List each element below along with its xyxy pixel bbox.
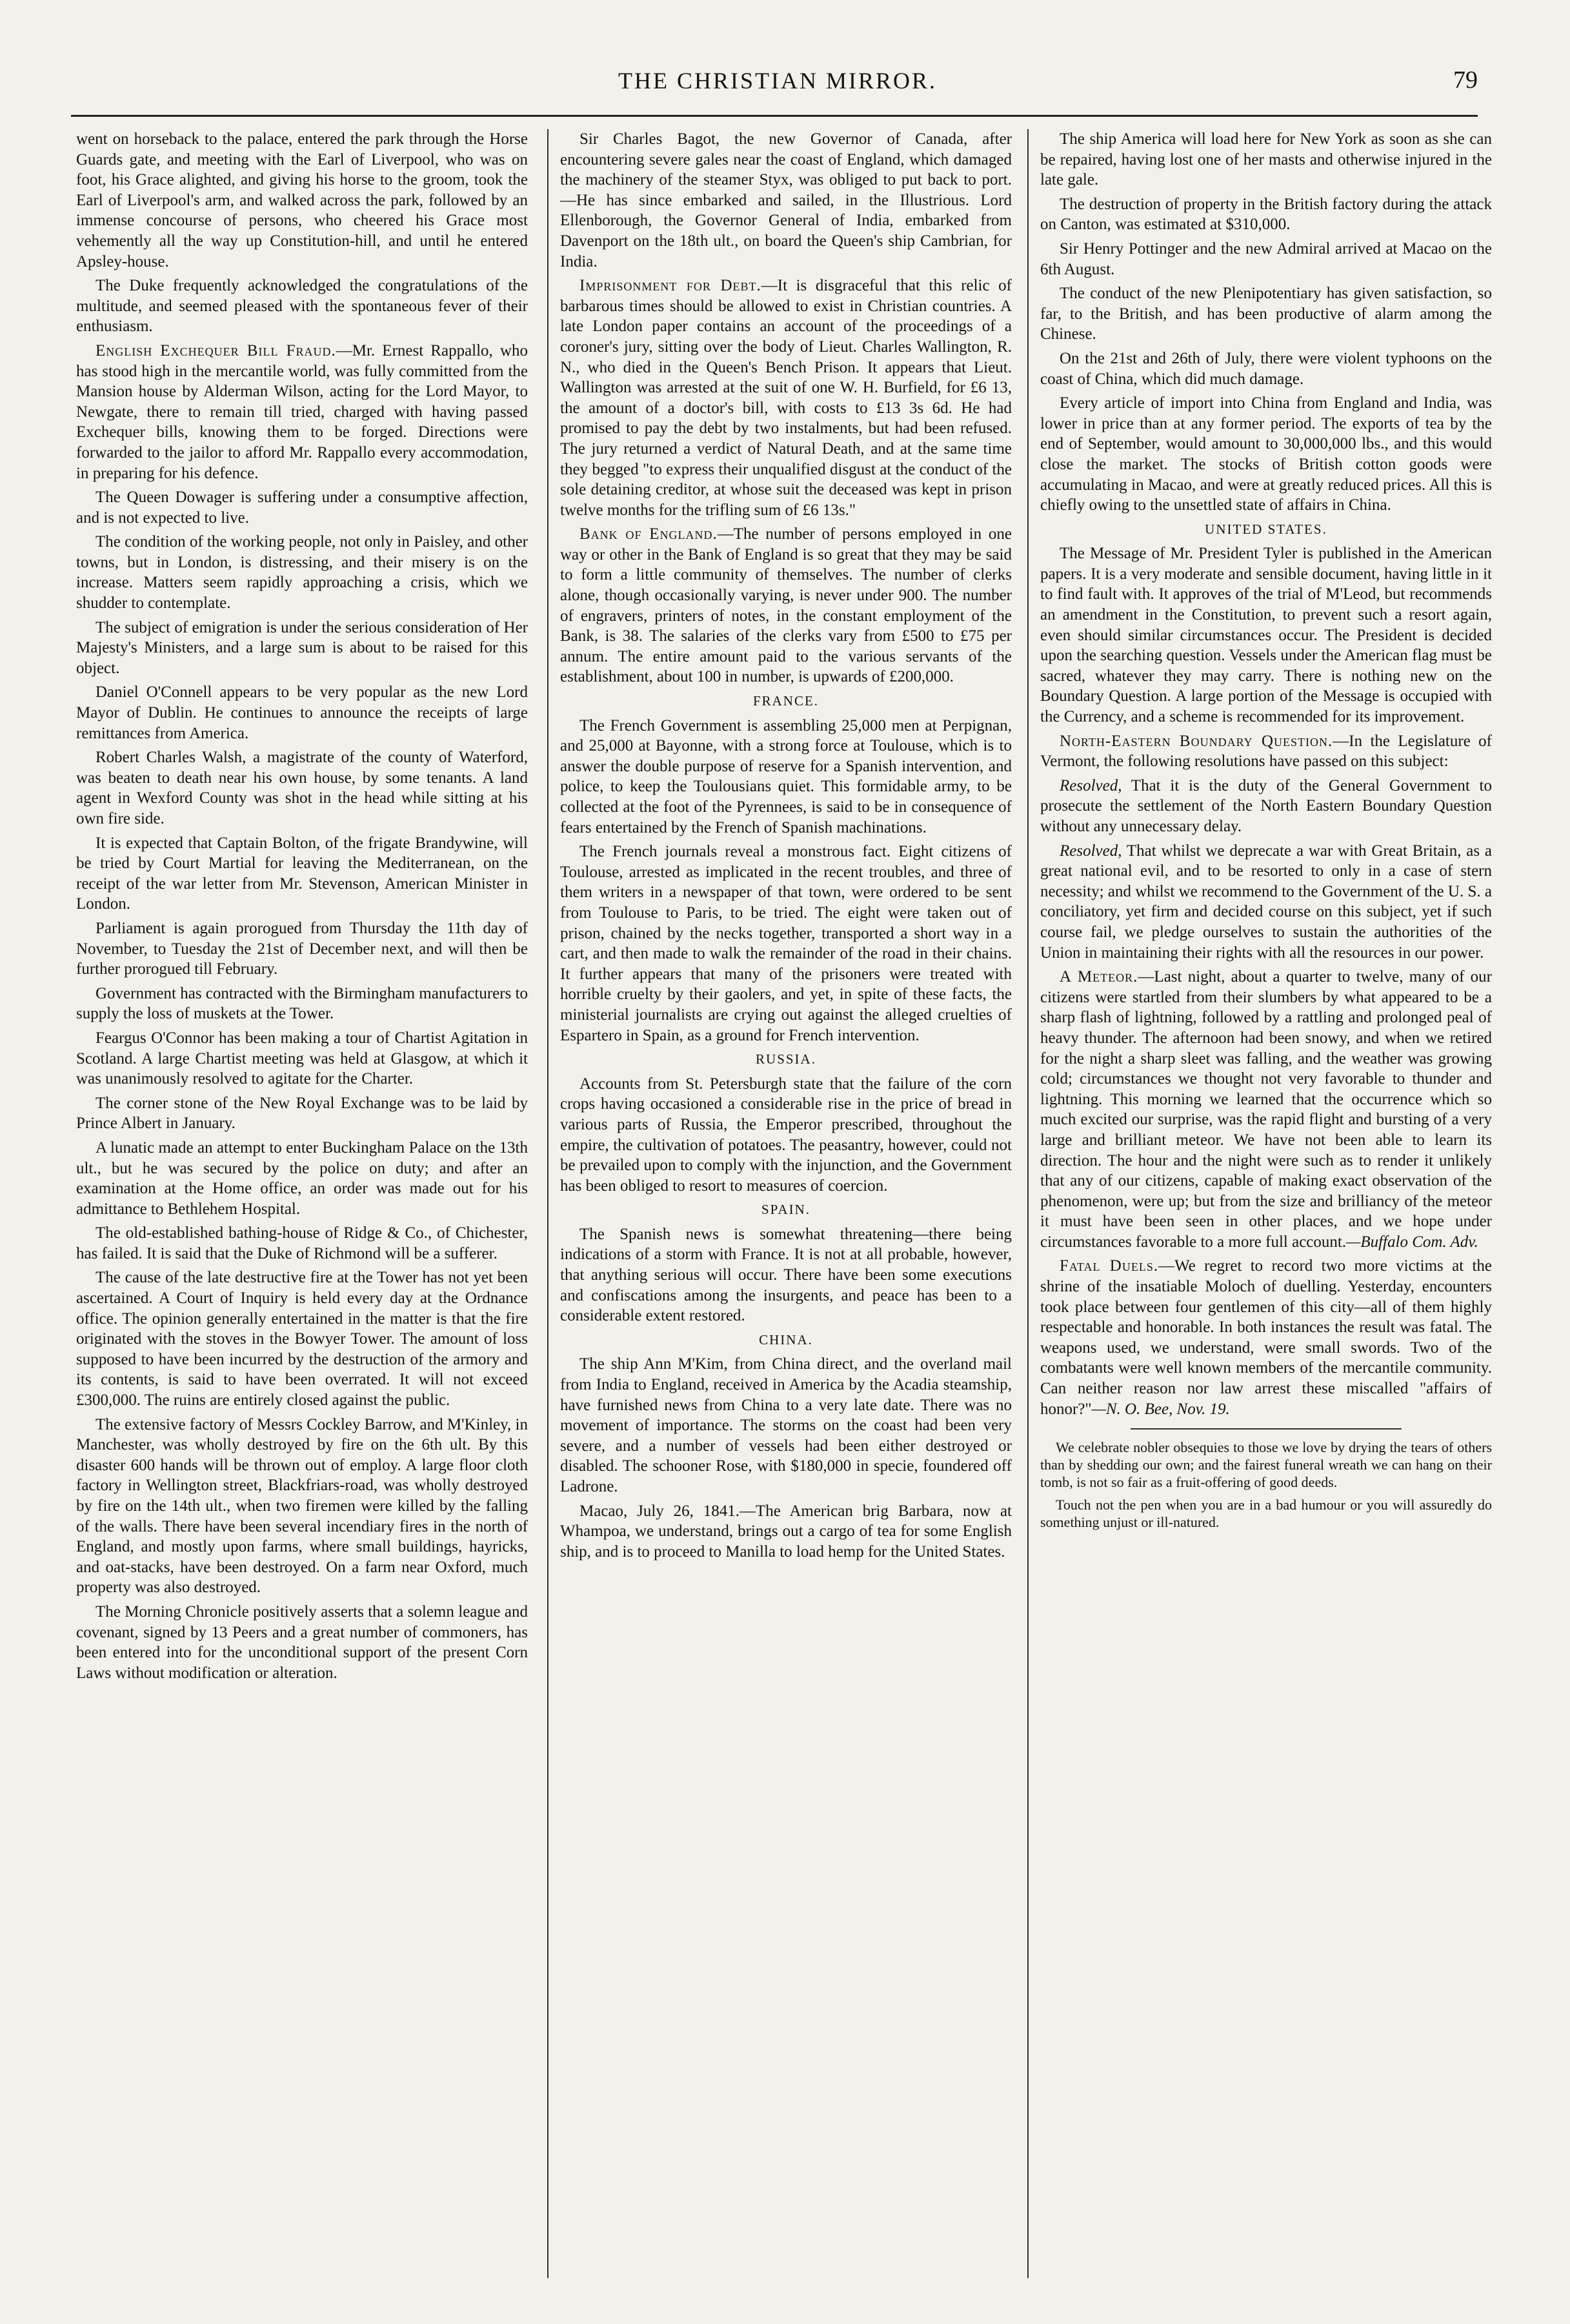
column-3 xyxy=(1040,129,1492,2285)
article-paragraph: The extensive factory of Messrs Cockley Barrow, and M'Kinley, in Manchester, was wholly destroyed by fire on the 6th ult. By this disaster 600 hands will be thrown out of employ. A large floor cloth factory in Wellington street, Blackfriars-road, was wholly destroyed by fire on the 14th ult., when two firemen were killed by the falling of the walls. There have been several incendiary fires in the north of England, and mostly upon farms, where small buildings, hayricks, and oat-stacks, have been destroyed. On a farm near Oxford, much property was also destroyed. xyxy=(76,1415,528,1597)
column-rule-2 xyxy=(1027,129,1029,2278)
article-text: —The number of persons employed in one way or other in the Bank of England is so great that they may be said to form a little community of themselves. The number of clerks alone, though occasionally varying, is never under 900. The number of engravers, printers of notes, in the constant employment of the Bank, is 38. The salaries of the clerks vary from £500 to £75 per annum. The entire amount paid to the various servants of the establishment, about 100 in number, is upwards of £200,000. xyxy=(560,525,1012,686)
article-paragraph: Every article of import into China from England and India, was lower in price than at any former period. The exports of tea by the end of September, would amount to 30,000,000 lbs., and this would close the market. The stocks of British cotton goods were accumulating in Macao, and were at greatly reduced prices. All this is chiefly owing to the unsettled state of affairs in China. xyxy=(1040,394,1492,514)
article-text: Mr. Ernest Rappallo, who has stood high in the mercantile world, was fully committed from the Mansion house by Alderman Wilson, acting for the Lord Mayor, to Newgate, there to remain till tried, charged with having passed Exchequer bills, knowing them to be forged. Directions were forwarded to the jailor to afford Mr. Rappallo every accommodation, in preparing for his defence. xyxy=(76,341,528,482)
section-heading-russia: RUSSIA. xyxy=(756,1051,816,1067)
article-paragraph: The old-established bathing-house of Ridge & Co., of Chichester, has failed. It is said that the Duke of Richmond will be a sufferer. xyxy=(76,1224,528,1262)
article-paragraph: The ship America will load here for New York as soon as she can be repaired, having lost one of her masts and otherwise injured in the late gale. xyxy=(1040,130,1492,189)
section-lead: Bank of England. xyxy=(579,525,718,543)
article-paragraph: Accounts from St. Petersburgh state that the failure of the corn crops having occasioned a considerable rise in the price of bread in various parts of Russia, the Emperor prescribed, throughout the empire, the cultivation of potatoes. The peasantry, however, could not be prevailed upon to comply with the injunction, and the Government has been obliged to resort to measures of coercion. xyxy=(560,1075,1012,1195)
section-lead: Fatal Duels. xyxy=(1060,1257,1159,1275)
article-paragraph: Parliament is again prorogued from Thursday the 11th day of November, to Tuesday the 21st of December next, and will then be further prorogued till February. xyxy=(76,919,528,978)
article-meteor xyxy=(1040,967,1492,1252)
article-paragraph: The corner stone of the New Royal Exchange was to be laid by Prince Albert in January. xyxy=(76,1094,528,1133)
section-lead: English Exchequer Bill Fraud. xyxy=(96,341,336,359)
section-heading-france: FRANCE. xyxy=(752,693,820,709)
resolved-label: Resolved, xyxy=(1060,842,1122,860)
section-lead: A Meteor. xyxy=(1060,968,1138,986)
article-paragraph: A lunatic made an attempt to enter Buckingham Palace on the 13th ult., but he was secured by the police on duty; and after an examination at the Home office, an order was made out for his admittance to Bethlehem Hospital. xyxy=(76,1138,528,1218)
article-paragraph: The Duke frequently acknowledged the congratulations of the multitude, and seemed pleased with the spontaneous fever of their enthusiasm. xyxy=(76,277,528,336)
article-paragraph: Government has contracted with the Birmingham manufacturers to supply the loss of muskets at the Tower. xyxy=(76,984,528,1023)
resolution-text: That whilst we deprecate a war with Great Britain, as a great national evil, and to be resorted to only in a case of stern necessity; and whilst we recommend to the Government of the U. S. a conciliatory, yet firm and decided course on this subject, yet if such course fail, we pledge ourselves to sustain the authorities of the Union in maintaining their rights with all the resources in our power. xyxy=(1040,842,1492,962)
article-paragraph: The subject of emigration is under the serious consideration of Her Majesty's Ministers, and a large sum is about to be raised for this object. xyxy=(76,618,528,677)
article-paragraph: Macao, July 26, 1841.—The American brig Barbara, now at Whampoa, we understand, brings out a cargo of tea for some English ship, and is to proceed to Manilla to load hemp for the United States. xyxy=(560,1502,1012,1561)
article-paragraph: The Spanish news is somewhat threatening—there being indications of a storm with France. It is not at all probable, however, that anything serious will occur. There have been some executions and confiscations among the insurgents, and peace has been to a considerable extent restored. xyxy=(560,1225,1012,1325)
maxim: Touch not the pen when you are in a bad humour or you will assuredly do something unjust or ill-natured. xyxy=(1040,1497,1492,1531)
resolution-text: That it is the duty of the General Government to prosecute the settlement of the North Eastern Boundary Question without any unnecessary delay. xyxy=(1040,776,1492,835)
resolution-2 xyxy=(1040,841,1492,964)
section-lead: Imprisonment for Debt. xyxy=(579,277,761,295)
section-lead: North-Eastern Boundary Question. xyxy=(1060,732,1333,750)
article-paragraph: went on horseback to the palace, entered the park through the Horse Guards gate, and meeting with the Earl of Liverpool, who was on foot, his Grace alighted, and giving his horse to the groom, took the Earl of Liverpool's arm, and walked across the park, followed by an immense concourse of persons, who cheered his Grace most vehemently all the way up Constitution-hill, and until he entered Apsley-house. xyxy=(76,130,528,270)
resolved-label: Resolved, xyxy=(1060,776,1122,794)
article-paragraph: On the 21st and 26th of July, there were violent typhoons on the coast of China, which did much damage. xyxy=(1040,349,1492,388)
article-paragraph: The Morning Chronicle positively asserts that a solemn league and covenant, signed by 13 Peers and a great number of commoners, has been entered into for the unconditional support of the present Corn Laws without modification or alteration. xyxy=(76,1602,528,1682)
separator-rule xyxy=(1131,1428,1402,1430)
column-2 xyxy=(560,129,1012,2285)
article-paragraph: The conduct of the new Plenipotentiary has given satisfaction, so far, to the British, and has been productive of alarm among the Chinese. xyxy=(1040,285,1492,343)
article-paragraph: Daniel O'Connell appears to be very popular as the new Lord Mayor of Dublin. He continues to announce the receipts of large remittances from America. xyxy=(76,683,528,742)
article-exchequer: English Exchequer Bill Fraud.—Mr. Ernest Rappallo, who has stood high in the mercantile world, was fully committed from the Mansion house by Alderman Wilson, acting for the Lord Mayor, to Newgate, there to remain till tried, charged with having passed Exchequer bills, knowing them to be forged. Directions were forwarded to the jailor to afford Mr. Rappallo every accommodation, in preparing for his defence. xyxy=(76,341,528,482)
article-source: —N. O. Bee, Nov. 19. xyxy=(1091,1400,1230,1418)
article-paragraph: The ship Ann M'Kim, from China direct, and the overland mail from India to England, received in America by the Acadia steamship, have furnished news from China to a very late date. There was no movement of importance. The storms on the coast had been very severe, and a number of vessels had been either destroyed or disabled. The schooner Rose, with $180,000 in specie, foundered off Ladrone. xyxy=(560,1355,1012,1495)
column-rule-1 xyxy=(547,129,548,2278)
article-paragraph: The Message of Mr. President Tyler is published in the American papers. It is a very moderate and sensible document, having little in it to find fault with. It approves of the trial of M'Leod, but recommends an amendment in the Constitution, to prevent such a resort again, even should similar circumstances occur. The President is decided upon the searching question. Vessels under the American flag must be sacred, whatever they may carry. There is nothing new on the Boundary Question. A large portion of the Message is occupied with the Currency, and a scheme is recommended for its improvement. xyxy=(1040,545,1492,726)
header-rule xyxy=(71,115,1478,117)
section-heading-united-states: UNITED STATES. xyxy=(1205,521,1327,537)
article-paragraph: The French Government is assembling 25,000 men at Perpignan, and 25,000 at Bayonne, with a strong force at Toulouse, which is to answer the double purpose of reserve for a Spanish intervention, and police, to keep the Toulousians quiet. This formidable army, to be collected at the foot of the Pyrennees, is said to be in consequence of fears entertained by the French of Spanish machinations. xyxy=(560,716,1012,836)
resolution-1 xyxy=(1040,776,1492,837)
article-text: —In the Legislature of Vermont, the following resolutions have passed on this subject: xyxy=(1040,732,1492,771)
page-header xyxy=(84,62,1478,107)
maxims xyxy=(1040,1439,1492,1531)
section-heading-spain: SPAIN. xyxy=(761,1202,810,1218)
article-duels xyxy=(1040,1256,1492,1419)
article-paragraph: The destruction of property in the British factory during the attack on Canton, was estimated at $310,000. xyxy=(1040,195,1492,234)
article-paragraph: It is expected that Captain Bolton, of the frigate Brandywine, will be tried by Court Martial for leaving the Mediterranean, on the receipt of the war letter from Mr. Stevenson, American Minister in London. xyxy=(76,834,528,913)
article-bank xyxy=(560,524,1012,687)
article-paragraph: Sir Henry Pottinger and the new Admiral arrived at Macao on the 6th August. xyxy=(1040,239,1492,278)
column-1 xyxy=(76,129,528,2285)
page-number: 79 xyxy=(1453,66,1478,94)
section-heading-china: CHINA. xyxy=(759,1331,813,1348)
article-ne-boundary xyxy=(1040,731,1492,772)
maxim: We celebrate nobler obsequies to those we love by drying the tears of others than by shedding our own; and the fairest funeral wreath we can hang on their tomb, is not so fair as a fruit-offering of good deeds. xyxy=(1040,1439,1492,1491)
article-paragraph: Sir Charles Bagot, the new Governor of Canada, after encountering severe gales near the coast of England, which damaged the machinery of the steamer Styx, was obliged to put back to port. —He has since embarked and sailed, in the Illustrious. Lord Ellenborough, the Governor General of India, embarked from Davenport on the 18th ult., on board the Queen's ship Cambrian, for India. xyxy=(560,130,1012,270)
article-debt xyxy=(560,276,1012,520)
article-paragraph: The condition of the working people, not only in Paisley, and other towns, but in London, is distressing, and their misery is on the increase. Matters seem rapidly approaching a crisis, which we shudder to contemplate. xyxy=(76,533,528,612)
article-paragraph: Robert Charles Walsh, a magistrate of the county of Waterford, was beaten to death near his own house, by some tenants. A land agent in Wexford County was shot in the head while sitting at his own fire side. xyxy=(76,749,528,827)
article-text: —We regret to record two more victims at the shrine of the insatiable Moloch of duelling. Yesterday, encounters took place between four gentlemen of this city—all of them highly respectable and honorable. In both instances the result was fatal. The weapons used, we understand, were small swords. Two of the combatants were well known members of the mercantile community. Can neither reason nor law arrest these miscalled "affairs of honor?" xyxy=(1040,1257,1492,1418)
article-paragraph: Feargus O'Connor has been making a tour of Chartist Agitation in Scotland. A large Chartist meeting was held at Glasgow, at which it was unanimously resolved to agitate for the Charter. xyxy=(76,1029,528,1088)
article-source: —Buffalo Com. Adv. xyxy=(1346,1233,1478,1251)
article-paragraph: The cause of the late destructive fire at the Tower has not yet been ascertained. A Court of Inquiry is held every day at the Ordnance office. The opinion generally entertained in the matter is that the fire originated with the stoves in the Bowyer Tower. The amount of loss supposed to have been incurred by the destruction of the armory and its contents, is said to have been overrated. It will not exceed £300,000. The ruins are entirely closed against the public. xyxy=(76,1269,528,1410)
article-paragraph: The Queen Dowager is suffering under a consumptive affection, and is not expected to live. xyxy=(76,489,528,527)
running-title: THE CHRISTIAN MIRROR. xyxy=(618,68,937,94)
article-paragraph: The French journals reveal a monstrous fact. Eight citizens of Toulouse, arrested as implicated in the recent troubles, and three of them writers in a newspaper of that town, were ordered to be sent from Toulouse to Paris, to be tried. The eight were taken out of prison, chained by the necks together, transported a short way in a cart, and then made to walk the remainder of the road in their chains. It further appears that many of the prisoners were treated with horrible cruelty by their gaolers, and yet, in spite of these facts, the ministerial journalists are crying out against the alleged cruelties of Espartero in Spain, as a ground for French intervention. xyxy=(560,843,1012,1044)
article-text: —It is disgraceful that this relic of barbarous times should be allowed to exist in Christian countries. A late London paper contains an account of the proceedings of a coroner's jury, sitting over the body of Lieut. Charles Wallington, R. N., who died in the Queen's Bench Prison. It appears that Lieut. Wallington was arrested at the suit of one W. H. Burfield, for £6 13, the amount of a doctor's bill, with costs to £13 3s 6d. He had promised to pay the debt by two instalments, but had been refused. The jury returned a verdict of Natural Death, and at the same time they begged "to express their unqualified disgust at the conduct of the sole detaining creditor, at whose suit the deceased was kept in prison twelve months for the trifling sum of £6 13s." xyxy=(560,277,1012,519)
article-text: —Last night, about a quarter to twelve, many of our citizens were startled from their slumbers by what appeared to be a sharp flash of lightning, followed by a rattling and prolonged peal of heavy thunder. The afternoon had been snowy, and when we retired for the night a sharp sleet was falling, and the weather was growing cold; circumstances we thought not very favorable to thunder and lightning. This morning we learned that the occurrence which so much excited our surprise, was the rapid flight and bursting of a very large and brilliant meteor. We have not been able to learn its direction. The hour and the night were such as to render it unlikely that any of our citizens, capable of making exact observation of the phenomenon, were up; but from the size and brilliancy of the meteor it must have been seen in other places, and we hope under circumstances favorable to a more full account. xyxy=(1040,968,1492,1251)
